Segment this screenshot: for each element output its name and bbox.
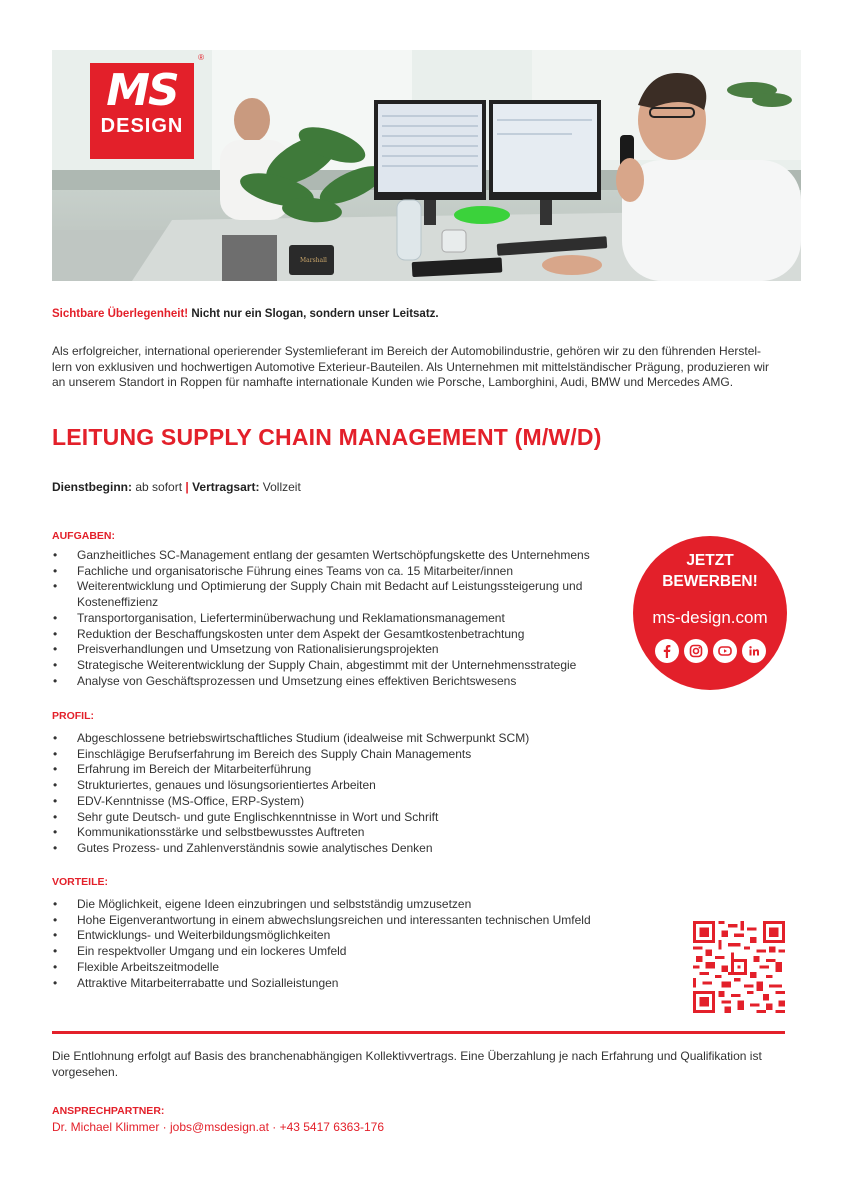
- vorteile-heading: VORTEILE:: [52, 876, 109, 888]
- svg-text:Marshall: Marshall: [300, 257, 327, 264]
- list-item: • Reduktion der Beschaffungskosten unter dem Aspekt der Gesamtkostenbetrachtung: [52, 627, 622, 643]
- profil-list: [52, 731, 622, 857]
- list-item: • Entwicklungs- und Weiterbildungsmöglichkeiten: [52, 928, 622, 944]
- start-label: Dienstbeginn:: [52, 480, 132, 494]
- list-item: • Sehr gute Deutsch- und gute Englischkenntnisse in Wort und Schrift: [52, 810, 622, 826]
- footer-divider: [52, 1031, 785, 1034]
- aufgaben-list: [52, 548, 622, 689]
- list-item: • Erfahrung im Bereich der Mitarbeiterführung: [52, 762, 622, 778]
- instagram-icon[interactable]: [684, 639, 708, 663]
- vorteile-list: [52, 897, 622, 991]
- payment-note: Die Entlohnung erfolgt auf Basis des branchenabhängigen Kollektivvertrags. Eine Überzahlung je nach Erfahrung und Qualifikation ist vorgesehen.: [52, 1049, 762, 1079]
- company-intro: Als erfolgreicher, international operierender Systemlieferant im Bereich der Automobilindustrie, gehören wir zu den führenden Herstel-lern von exklusiven und hochwertigen Automotive Exterieur-Bauteilen. Als Unternehmen mit mittelständischer Prägung, produzieren wir an unserem Standort in Roppen für namhafte internationale Kunden wie Porsche, Lamborghini, Audi, BMW und Mercedes AMG.: [52, 344, 770, 389]
- apply-now-badge[interactable]: [633, 536, 787, 690]
- list-item: • Fachliche und organisatorische Führung eines Teams von ca. 15 Mitarbeiter/innen: [52, 564, 622, 580]
- list-item: • Kommunikationsstärke und selbstbewusstes Auftreten: [52, 825, 622, 841]
- apply-line-1: JETZT: [686, 552, 734, 569]
- slogan-highlight: Sichtbare Überlegenheit!: [52, 308, 189, 320]
- linkedin-icon[interactable]: [742, 639, 766, 663]
- list-item: • Weiterentwicklung und Optimierung der Supply Chain mit Bedacht auf Leistungssteigerung und Kosteneffizienz: [52, 579, 622, 610]
- list-item: • Preisverhandlungen und Umsetzung von Rationalisierungsprojekten: [52, 642, 622, 658]
- apply-line-2: BEWERBEN!: [662, 573, 758, 590]
- list-item: • Flexible Arbeitszeitmodelle: [52, 960, 622, 976]
- slogan: [52, 308, 439, 320]
- list-item: • Abgeschlossene betriebswirtschaftliches Studium (idealweise mit Schwerpunkt SCM): [52, 731, 622, 747]
- job-meta: [52, 480, 301, 494]
- start-value: ab sofort: [132, 480, 186, 494]
- contract-value: Vollzeit: [259, 480, 301, 494]
- profil-heading: PROFIL:: [52, 710, 94, 722]
- slogan-rest: Nicht nur ein Slogan, sondern unser Leitsatz.: [188, 308, 439, 320]
- list-item: • Transportorganisation, Lieferterminüberwachung und Reklamationsmanagement: [52, 611, 622, 627]
- youtube-icon[interactable]: [713, 639, 737, 663]
- list-item: • Attraktive Mitarbeiterrabatte und Sozialleistungen: [52, 976, 622, 992]
- list-item: • Strategische Weiterentwicklung der Supply Chain, abgestimmt mit der Unternehmensstrategie: [52, 658, 622, 674]
- ms-design-logo: [90, 53, 204, 159]
- contact-details[interactable]: Dr. Michael Klimmer · jobs@msdesign.at · +43 5417 6363-176: [52, 1120, 385, 1134]
- qr-code[interactable]: [693, 921, 785, 1013]
- apply-heading: [633, 550, 787, 592]
- list-item: • Gutes Prozess- und Zahlenverständnis sowie analytisches Denken: [52, 841, 622, 857]
- logo-design-text: DESIGN: [100, 115, 184, 137]
- aufgaben-heading: AUFGABEN:: [52, 530, 115, 542]
- facebook-icon[interactable]: [655, 639, 679, 663]
- job-title: LEITUNG SUPPLY CHAIN MANAGEMENT (M/W/D): [52, 424, 602, 450]
- list-item: • Die Möglichkeit, eigene Ideen einzubringen und selbstständig umzusetzen: [52, 897, 622, 913]
- list-item: • Strukturiertes, genaues und lösungsorientiertes Arbeiten: [52, 778, 622, 794]
- list-item: • Hohe Eigenverantwortung in einem abwechslungsreichen und interessanten technischen Umfeld: [52, 913, 622, 929]
- list-item: • Ein respektvoller Umgang und ein lockeres Umfeld: [52, 944, 622, 960]
- logo-ms-text: MS: [106, 65, 178, 116]
- list-item: • EDV-Kenntnisse (MS-Office, ERP-System): [52, 794, 622, 810]
- registered-mark: ®: [198, 53, 204, 62]
- list-item: • Einschlägige Berufserfahrung im Bereich des Supply Chain Managements: [52, 747, 622, 763]
- website-link[interactable]: ms-design.com: [652, 608, 768, 627]
- social-icons: [633, 639, 787, 663]
- list-item: • Analyse von Geschäftsprozessen und Umsetzung eines effektiven Berichtswesens: [52, 674, 622, 690]
- list-item: • Ganzheitliches SC-Management entlang der gesamten Wertschöpfungskette des Unternehmens: [52, 548, 622, 564]
- meta-separator: |: [185, 480, 189, 494]
- contact-heading: ANSPRECHPARTNER:: [52, 1105, 165, 1117]
- contract-label: Vertragsart:: [188, 480, 260, 494]
